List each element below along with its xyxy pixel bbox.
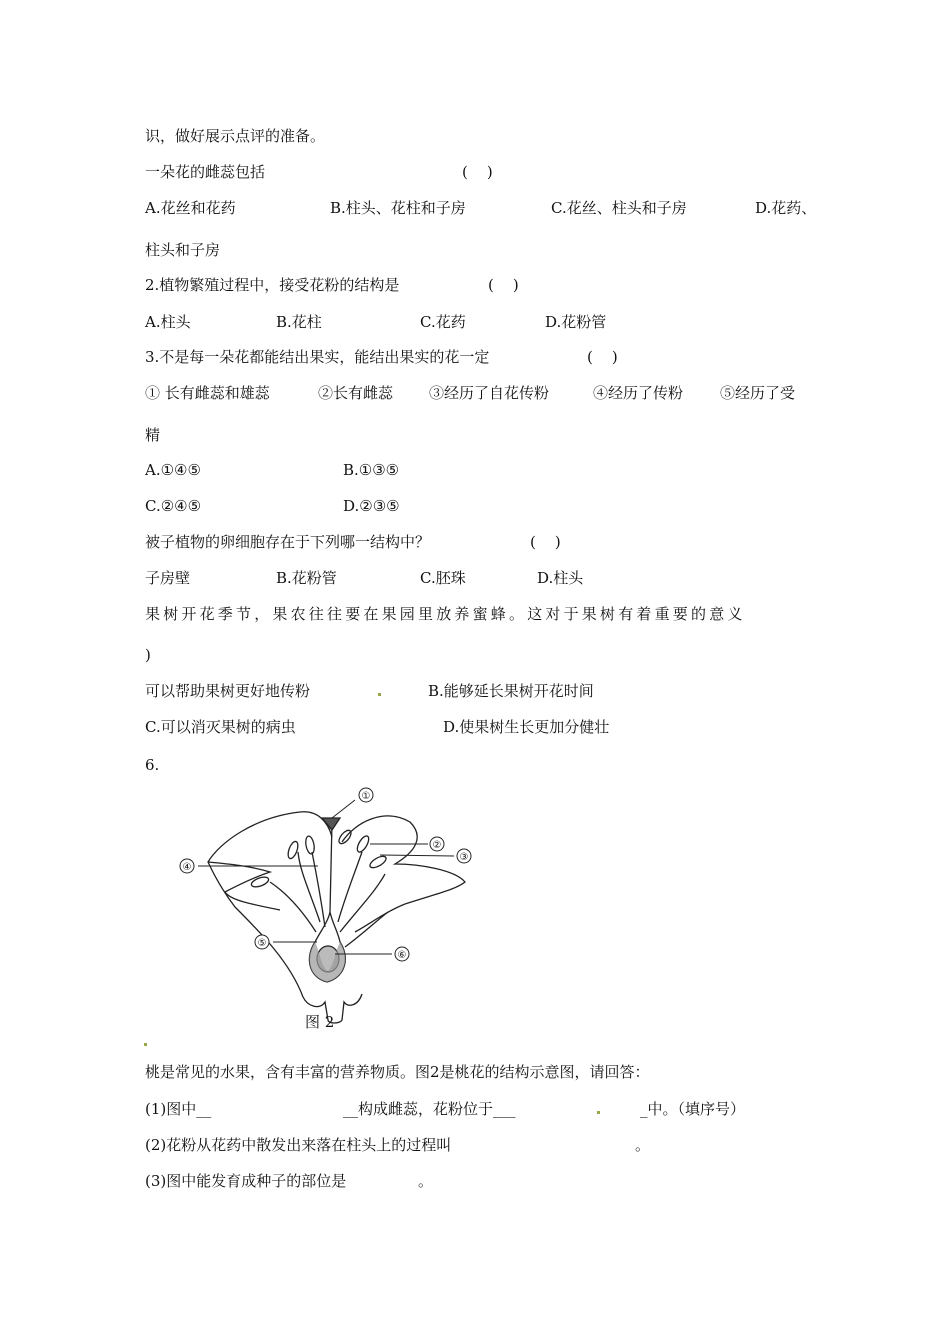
q3-option-d: D.②③⑤ — [343, 497, 400, 515]
q3-option-a: A.①④⑤ — [145, 461, 201, 479]
label-6: ⑥ — [397, 950, 407, 961]
q1-answer-paren: ( ) — [462, 163, 493, 181]
q1-option-d-cont: 柱头和子房 — [145, 241, 221, 259]
q2-answer-paren: ( ) — [488, 276, 519, 294]
q2-option-a: A.柱头 — [145, 313, 191, 331]
stamen-2 — [270, 882, 316, 932]
stigma — [322, 818, 340, 830]
q4-option-a: 子房壁 — [145, 569, 191, 587]
q1-option-c: C.花丝、柱头和子房 — [551, 199, 687, 217]
q5-option-a: 可以帮助果树更好地传粉 — [145, 682, 311, 700]
flower-structure-diagram — [170, 782, 490, 1042]
q4-option-c: C.胚珠 — [420, 569, 466, 587]
q3-choice-5: ⑤经历了受 — [720, 384, 796, 402]
q3-answer-paren: ( ) — [587, 348, 618, 366]
q2-option-b: B.花柱 — [276, 313, 322, 331]
q6-part1-b: __构成雌蕊，花粉位于___ — [343, 1100, 516, 1118]
q3-choice-2: ②长有雌蕊 — [318, 384, 394, 402]
anther-3 — [355, 834, 371, 854]
label-4: ④ — [182, 862, 192, 873]
q3-option-c: C.②④⑤ — [145, 497, 202, 515]
q6-part2-b: 。 — [635, 1136, 651, 1154]
q2-option-c: C.花药 — [420, 313, 466, 331]
label-5: ⑤ — [257, 938, 267, 949]
label-1: ① — [361, 791, 371, 802]
q5-option-c: C.可以消灭果树的病虫 — [145, 718, 296, 736]
q4-answer-paren: ( ) — [530, 533, 561, 551]
stray-mark — [597, 1111, 600, 1114]
q2-stem: 2.植物繁殖过程中，接受花粉的结构是 — [145, 276, 400, 294]
q5-option-b: B.能够延长果树开花时间 — [428, 682, 594, 700]
figure-caption: 图 2 — [305, 1013, 335, 1031]
q4-stem: 被子植物的卵细胞存在于下列哪一结构中？ — [145, 533, 431, 551]
q5-stem: 果树开花季节，果农往往要在果园里放养蜜蜂。这对于果树有着重要的意义 — [145, 605, 746, 623]
q3-choice-1: ① 长有雌蕊和雄蕊 — [145, 384, 270, 402]
anther-5 — [250, 875, 270, 889]
q1-option-b: B.柱头、花柱和子房 — [330, 199, 466, 217]
q3-choice-4: ④经历了传粉 — [593, 384, 684, 402]
anther-2 — [304, 835, 315, 854]
stamen-3 — [338, 852, 362, 922]
q6-part3-a: (3)图中能发育成种子的部位是 — [145, 1172, 347, 1190]
lower-left-petal — [208, 862, 280, 910]
label-3: ③ — [459, 852, 469, 863]
q3-stem: 3.不是每一朵花都能结出果实，能结出果实的花一定 — [145, 348, 490, 366]
anther-1 — [286, 840, 300, 860]
right-petal — [342, 816, 465, 932]
q3-option-b: B.①③⑤ — [343, 461, 400, 479]
q6-part3-b: 。 — [418, 1172, 434, 1190]
stamen-4 — [340, 874, 385, 932]
q1-option-d: D.花药、 — [755, 199, 817, 217]
q5-option-d: D.使果树生长更加分健壮 — [443, 718, 610, 736]
q6-intro: 桃是常见的水果，含有丰富的营养物质。图2是桃花的结构示意图，请回答： — [145, 1063, 650, 1081]
q2-option-d: D.花粉管 — [545, 313, 607, 331]
q4-option-d: D.柱头 — [537, 569, 584, 587]
label-2: ② — [432, 840, 442, 851]
stray-mark — [144, 1043, 147, 1046]
q1-option-a: A.花丝和花药 — [145, 199, 236, 217]
q6-part1-c: _中。（填序号） — [640, 1100, 746, 1118]
q4-option-b: B.花粉管 — [276, 569, 337, 587]
q1-stem: 一朵花的雌蕊包括 — [145, 163, 266, 181]
anther-4 — [368, 854, 388, 870]
stray-mark — [378, 693, 381, 696]
intro-line: 识，做好展示点评的准备。 — [145, 127, 326, 145]
q6-part2-a: (2)花粉从花药中散发出来落在柱头上的过程叫 — [145, 1136, 452, 1154]
q6-part1-a: (1)图中__ — [145, 1100, 212, 1118]
q5-stem-cont: ) — [145, 646, 151, 664]
q3-choice-3: ③经历了自花传粉 — [429, 384, 550, 402]
q6-number: 6. — [145, 756, 160, 774]
q3-choice-5-cont: 精 — [145, 426, 161, 444]
